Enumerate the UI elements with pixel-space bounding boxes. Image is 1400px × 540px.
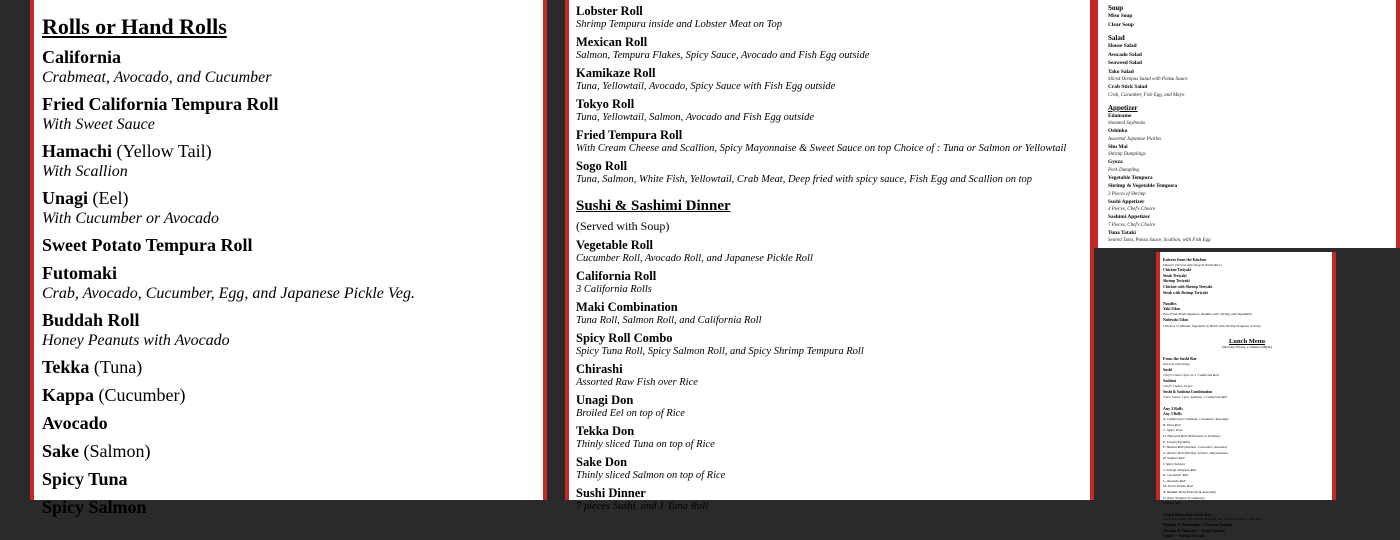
item-name-text: Sake [42, 441, 80, 461]
section-title-kitchen: Entrees from the Kitchen [1163, 257, 1207, 262]
roll-option: P. Philly Roll [1163, 501, 1182, 506]
roll-option: O. Kani Tempura (Crabmeat) [1163, 495, 1205, 500]
menu-item-name: Vegetable Tempura [1108, 174, 1153, 181]
menu-item-name: Sushi & Sashimi Combination [1163, 389, 1213, 394]
menu-item [42, 187, 547, 228]
roll-option: M. Sweet Potato Roll [1163, 484, 1193, 489]
menu-item [576, 66, 1094, 93]
menu-item-description: 7 pieces Sushi, and 1 Tuna Roll [576, 501, 709, 512]
red-border-right [1396, 0, 1400, 248]
menu-item-description: 4 Pieces, Chef's Choice [1108, 207, 1156, 212]
menu-item-name: Steak Teriyaki [1163, 273, 1187, 278]
menu-item-name: Sashimi [1163, 378, 1176, 383]
section-title-bento: Lunch Bento Box of the Day [1163, 511, 1212, 517]
menu-item [576, 486, 1094, 513]
section-note: (Served w/ Soup, 2pc Fried Dumpling, 4pc California Roll, White Rice) [1163, 517, 1264, 522]
menu-item-name: Sashimi Appetizer [1108, 214, 1151, 220]
red-border-left [565, 0, 569, 500]
menu-item-name [42, 93, 547, 115]
item-name-text: Buddah Roll [42, 310, 140, 330]
item-name-translation: (Yellow Tail) [112, 141, 212, 161]
menu-item-name [42, 187, 547, 209]
roll-option: G. Boston Roll (Shrimp, Lettuce, Mayonnaise) [1163, 450, 1228, 455]
menu-item-description: Spicy Tuna Roll, Spicy Salmon Roll, and Spicy Shrimp Tempura Roll [576, 346, 864, 357]
menu-item-description: Tuna Roll, Salmon Roll, and California Roll [576, 315, 762, 326]
menu-item-description: Steamed Soybeans [1108, 121, 1146, 126]
menu-item [42, 384, 547, 406]
menu-item-name: Chicken with Shrimp Teriyaki [1163, 284, 1213, 289]
menu-item [576, 300, 1094, 327]
roll-option: D. Hamachi Roll (Yellowtail w/ Scallion) [1163, 434, 1221, 439]
menu-item-name: Sogo Roll [576, 159, 628, 173]
menu-item-name [42, 384, 547, 406]
menu-page [1156, 252, 1336, 539]
menu-item-name: Monday & Wednesday -- Chicken Teriyaki [1163, 522, 1233, 527]
red-border-left [30, 0, 34, 500]
menu-item-name: Tuesday & Thursday -- Steak Teriyaki [1163, 528, 1226, 533]
menu-item-name: Shrimp & Vegetable Tempura [1108, 183, 1178, 189]
menu-item [42, 93, 547, 134]
menu-item-description: Assorted Raw Fish over Rice [576, 377, 698, 388]
roll-option: J. Shrimp Tempura Roll [1163, 467, 1197, 472]
item-name-text: Hamachi [42, 141, 112, 161]
menu-item-name: California Roll [576, 269, 657, 283]
roll-option: A. California (Crabmeat, Cucumber, Avocado) [1163, 417, 1229, 422]
menu-item-description: With Scallion [42, 163, 128, 180]
menu-item [42, 440, 547, 462]
item-name-text: Spicy Tuna [42, 469, 128, 489]
section-title-sushi-bar: From the Sushi Bar [1163, 356, 1197, 362]
menu-item-description: Sliced Octopus Salad with Ponzu Sauce [1108, 77, 1188, 82]
item-name-text: Avocado [42, 413, 108, 433]
menu-page [1094, 0, 1400, 248]
menu-item-name: Avocado Salad [1108, 51, 1142, 58]
menu-item-name: Chirashi [576, 362, 623, 376]
menu-item [576, 269, 1094, 296]
menu-item-description: Thinly sliced Salmon on top of Rice [576, 470, 726, 481]
roll-option: N. Buddah Roll (Peanuts & Avocado) [1163, 489, 1216, 494]
menu-page [565, 0, 1094, 512]
menu-item [42, 46, 547, 87]
menu-item-description: Assorted Japanese Pickles [1108, 136, 1162, 142]
roll-option: C. Spicy Tuna [1163, 428, 1183, 433]
menu-item-name: Unagi Don [576, 393, 634, 407]
menu-item [42, 309, 547, 350]
menu-item-name: Tokyo Roll [576, 97, 635, 111]
menu-item-name: Steak with Shrimp Teriyaki [1163, 290, 1208, 295]
menu-item-description: Seared Tuna, Ponzu Sauce, Scallion, with Fish Egg [1108, 238, 1211, 243]
menu-item [42, 262, 547, 303]
menu-item-name: Fried Tempura Roll [576, 128, 683, 142]
menu-item-description: Thinly sliced Tuna on top of Rice [576, 439, 715, 450]
section-note: Dinners (Served with Soup & White Rice) [1163, 262, 1222, 267]
menu-item-name: Nabeyaki Udon [1163, 317, 1189, 322]
roll-option: F. Hawaii Roll (Salmon, Cucumber, Avocado) [1163, 445, 1227, 450]
menu-item-name [42, 140, 547, 162]
menu-item [42, 140, 547, 181]
section-subtitle-any-3-rolls: Any 3 Rolls [1163, 411, 1182, 416]
menu-item-name: Shrimp Teriyaki [1163, 279, 1190, 284]
roll-option: E. Unagi (Eel Roll) [1163, 439, 1191, 444]
section-title-soup: Soup [1108, 4, 1124, 12]
menu-item-description: Crab, Cucumber, Fish Egg, and Mayo [1108, 92, 1185, 98]
menu-item-name: Edamame [1108, 112, 1132, 119]
menu-panel-rolls [0, 0, 547, 517]
menu-item [576, 238, 1094, 265]
menu-item-name [42, 262, 547, 284]
menu-item-description: Crab, Avocado, Cucumber, Egg, and Japanese Pickle Veg. [42, 285, 415, 302]
item-name-translation: (Cucumber) [94, 385, 186, 405]
roll-option: B. Tuna Roll [1163, 422, 1181, 427]
menu-item-description: With Cream Cheese and Scallion, Spicy Mayonnaise & Sweet Sauce on top Choice of : Tuna or Salmon or Yellowtail [576, 143, 1067, 154]
menu-item [576, 4, 1094, 31]
menu-item-name: Kamikaze Roll [576, 66, 656, 80]
menu-item-description: Pan Fried Thick Japanese Noodles with Shrimp and Vegetables [1163, 312, 1253, 317]
menu-item-name: Crab Stick Salad [1108, 84, 1148, 90]
menu-item [42, 356, 547, 378]
item-name-translation: (Salmon) [79, 441, 151, 461]
menu-item-description: Crabmeat, Avocado, and Cucumber [42, 69, 272, 86]
roll-option: H. Salmon Roll [1163, 456, 1185, 461]
menu-item-description: With Cucumber or Avocado [42, 210, 220, 227]
menu-item-name: Shu Mai [1108, 143, 1128, 150]
menu-panel-lunch [1094, 252, 1400, 539]
section-note: (Served with Soup) [1163, 361, 1190, 366]
item-name-text: Tekka [42, 357, 90, 377]
section-title-any-2-rolls: Any 2 Rolls [1163, 406, 1183, 412]
menu-item-description: Chef's Choice 5pcs w/ 1 California Roll [1163, 373, 1219, 378]
menu-item [576, 97, 1094, 124]
menu-item-description: Tuna, Salmon, White Fish, Yellowtail, Crab Meat, Deep fried with spicy sauce, Fish Egg and Scallion on top [576, 174, 1033, 185]
menu-item [576, 35, 1094, 62]
item-name-text: Unagi [42, 188, 89, 208]
section-title-noodles: Noodles [1163, 301, 1177, 307]
menu-item [42, 496, 547, 518]
menu-item [42, 234, 547, 256]
menu-item-description: 7 Pieces, Chef's Choice [1108, 222, 1156, 228]
section-title-rolls: Rolls or Hand Rolls [42, 14, 227, 39]
section-title-salad: Salad [1108, 34, 1125, 42]
menu-item-name: House Salad [1108, 43, 1137, 49]
menu-item-description: Salmon, Tempura Flakes, Spicy Sauce, Avocado and Fish Egg outside [576, 50, 870, 61]
menu-item-name: Mexican Roll [576, 35, 648, 49]
menu-item-name: Lobster Roll [576, 4, 643, 18]
menu-item-name [42, 412, 547, 434]
item-name-text: Kappa [42, 385, 95, 405]
menu-item [42, 468, 547, 490]
item-name-text: California [42, 47, 121, 67]
menu-item-name: Maki Combination [576, 300, 678, 314]
item-name-text: Futomaki [42, 263, 118, 283]
menu-item-name: Tako Salad [1108, 68, 1134, 75]
menu-item [576, 424, 1094, 451]
menu-item-name: Yaki Udon [1163, 306, 1181, 311]
menu-page [30, 0, 547, 517]
menu-item-description: 3 Pieces of Shrimp [1108, 191, 1146, 197]
item-name-translation: (Tuna) [89, 357, 143, 377]
menu-item [576, 128, 1094, 155]
item-name-text: Spicy Salmon [42, 497, 147, 517]
menu-item-description: Chicken, Crabmeat, Vegetable in Broth with Shrimp Tempura in Soup [1163, 323, 1261, 328]
menu-item-name [42, 309, 547, 331]
menu-item-name: Tekka Don [576, 424, 635, 438]
menu-item-name: Clear Soup [1108, 21, 1134, 28]
item-name-translation: (Eel) [88, 188, 129, 208]
menu-item-name: Seaweed Salad [1108, 60, 1142, 66]
menu-panel-special-rolls [547, 0, 1094, 512]
menu-item-description: Honey Peanuts with Avocado [42, 332, 230, 349]
item-name-text: Sweet Potato Tempura Roll [42, 235, 253, 255]
menu-item-name: Miso Soup [1108, 13, 1133, 19]
menu-item-description: Broiled Eel on top of Rice [576, 408, 685, 419]
menu-item [576, 159, 1094, 186]
menu-item [42, 412, 547, 434]
menu-item-name: Vegetable Roll [576, 238, 653, 252]
menu-item-name [42, 46, 547, 68]
menu-item-name [42, 468, 547, 490]
menu-item-name: Friday -- Shrimp Teriyaki [1163, 534, 1206, 539]
menu-item-description: Cucumber Roll, Avocado Roll, and Japanese Pickle Roll [576, 253, 813, 264]
menu-item-description: Shrimp Dumplings [1108, 152, 1146, 157]
menu-item-name: Tuna Tataki [1108, 229, 1136, 236]
menu-item-name [42, 440, 547, 462]
menu-item-name [42, 356, 547, 378]
menu-item-description: Pork Dumpling [1108, 167, 1139, 173]
item-name-text: Fried California Tempura Roll [42, 94, 279, 114]
roll-option: I. Spicy Salmon [1163, 462, 1185, 466]
lunch-menu-title: Lunch Menu [1229, 338, 1265, 346]
menu-item-description: Chef's Choice 10 pcs [1163, 384, 1193, 389]
roll-option: L. Avocado Roll [1163, 478, 1186, 483]
menu-item-description: Tuna, Yellowtail, Salmon, Avocado and Fish Egg outside [576, 112, 815, 123]
menu-item-name: Gyoza [1108, 159, 1123, 165]
menu-panel-soup-salad-appetizer [1094, 0, 1400, 248]
menu-item-description: Shrimp Tempura inside and Lobster Meat on Top [576, 19, 783, 30]
menu-item [576, 331, 1094, 358]
menu-item-description: With Sweet Sauce [42, 116, 155, 133]
red-border-left [1156, 252, 1160, 500]
section-title-sushi-dinner: Sushi & Sashimi Dinner [576, 198, 731, 214]
menu-item-name: Chicken Teriyaki [1163, 268, 1191, 273]
section-note: (Served with Soup) [576, 219, 670, 233]
red-border-left [1094, 0, 1098, 248]
menu-item-name [42, 234, 547, 256]
lunch-menu-hours: (Monday-Friday, 11:00am-2:00pm) [1222, 344, 1272, 349]
menu-item-name: Spicy Roll Combo [576, 331, 673, 345]
menu-item-name: Sushi Dinner [576, 486, 646, 500]
menu-item-description: Tuna, Yellowtail, Avocado, Spicy Sauce with Fish Egg outside [576, 81, 836, 92]
menu-item-name: Sushi [1163, 367, 1172, 372]
menu-item-name: Sake Don [576, 455, 628, 469]
menu-item [576, 362, 1094, 389]
menu-item-description: 3 pcs. Sushi, 7 pcs. Sashimi, 1 California Roll [1163, 395, 1228, 400]
roll-option: K. Cucumber Roll [1163, 473, 1189, 478]
menu-item [576, 455, 1094, 482]
menu-item [576, 393, 1094, 420]
menu-item-name [42, 496, 547, 518]
red-border-right [1332, 252, 1336, 500]
section-title-appetizer: Appetizer [1108, 103, 1138, 112]
menu-item-name: Sushi Appetizer [1108, 198, 1145, 205]
menu-item-description: 3 California Rolls [576, 284, 652, 295]
menu-item-name: Oshinko [1108, 128, 1128, 134]
